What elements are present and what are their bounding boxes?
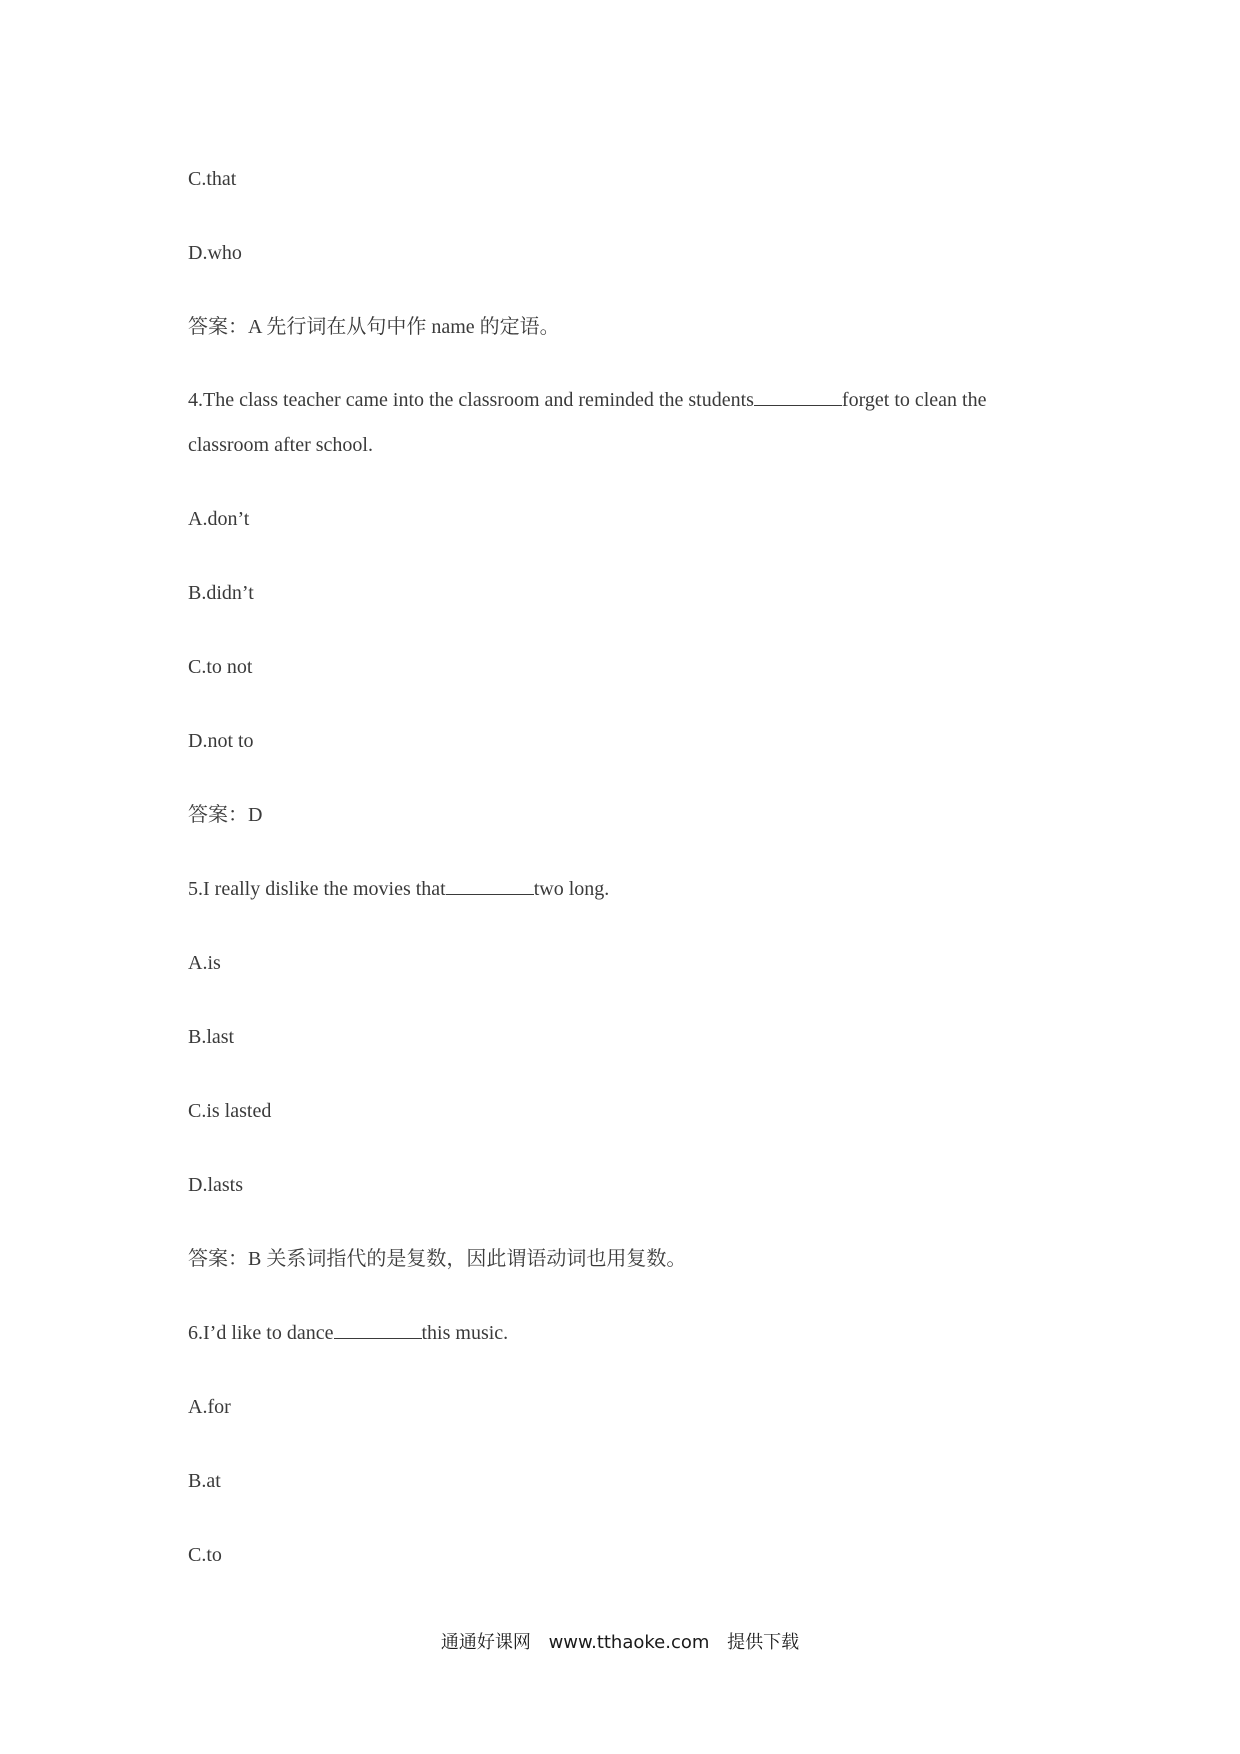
q5-option-c: C.is lasted xyxy=(188,1100,272,1122)
q4-option-c: C.to not xyxy=(188,656,253,678)
q6-option-a: A.for xyxy=(188,1396,231,1418)
q6-stem xyxy=(188,1320,508,1346)
q4-stem xyxy=(188,378,1068,468)
q6-blank xyxy=(334,1320,422,1339)
q4-option-b: B.didn’t xyxy=(188,582,254,604)
footer-url[interactable]: www.tthaoke.com xyxy=(548,1632,710,1653)
q4-answer: 答案：D xyxy=(188,804,263,826)
page-footer xyxy=(0,1628,1240,1654)
footer-tagline: 提供下载 xyxy=(727,1632,800,1653)
q3-answer: 答案：A 先行词在从句中作 name 的定语。 xyxy=(188,316,560,338)
q5-answer: 答案：B 关系词指代的是复数，因此谓语动词也用复数。 xyxy=(188,1248,687,1270)
q3-option-d: D.who xyxy=(188,242,242,264)
q4-option-a: A.don’t xyxy=(188,508,250,530)
q5-stem xyxy=(188,876,609,902)
q5-option-b: B.last xyxy=(188,1026,235,1048)
q4-stem-before: 4.The class teacher came into the classroom and reminded the students xyxy=(188,389,754,411)
q4-stem-after: forget to clean the classroom after school. xyxy=(188,389,987,456)
q6-option-b: B.at xyxy=(188,1470,221,1492)
q5-stem-after: two long. xyxy=(533,878,610,900)
q4-option-d: D.not to xyxy=(188,730,254,752)
q6-stem-before: 6.I’d like to dance xyxy=(188,1322,334,1344)
q6-option-c: C.to xyxy=(188,1544,222,1566)
q5-stem-before: 5.I really dislike the movies that xyxy=(188,878,446,900)
q3-option-c: C.that xyxy=(188,168,237,190)
q5-option-a: A.is xyxy=(188,952,221,974)
q5-option-d: D.lasts xyxy=(188,1174,243,1196)
q5-blank xyxy=(446,876,534,895)
q4-blank xyxy=(754,387,842,406)
q6-stem-after: this music. xyxy=(421,1322,509,1344)
footer-site-name: 通通好课网 xyxy=(440,1632,531,1653)
